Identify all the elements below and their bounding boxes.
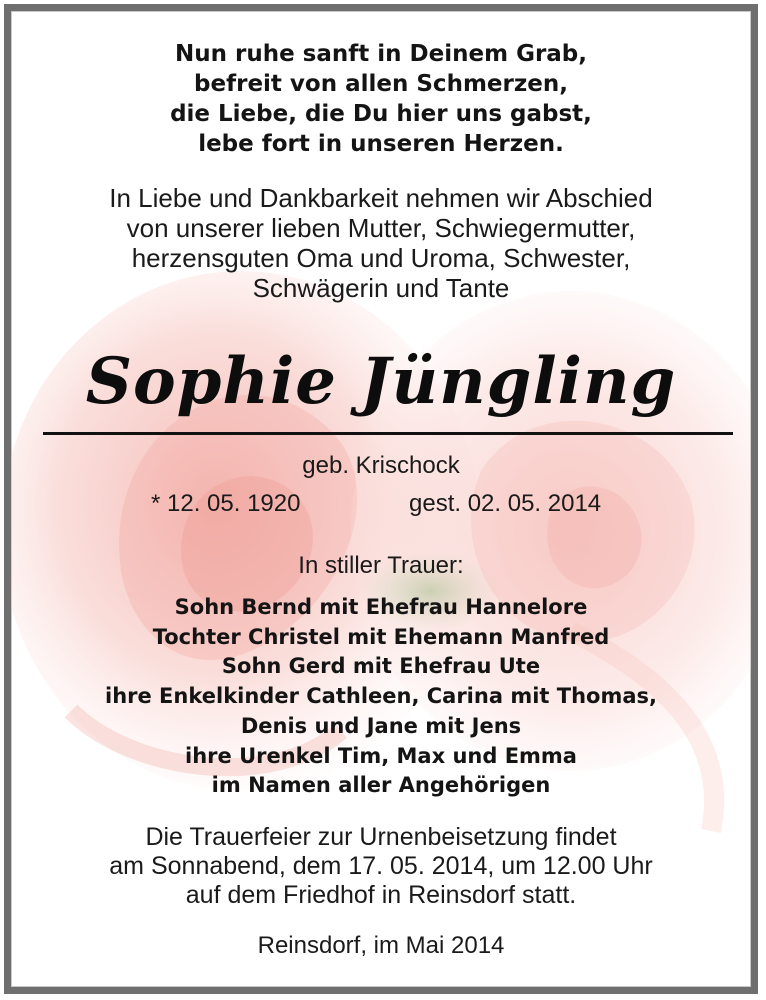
mourner-line: Sohn Gerd mit Ehefrau Ute: [221, 654, 541, 679]
memorial-verse: [11, 39, 751, 159]
funeral-details: [11, 823, 751, 910]
mourner-line: Denis und Jane mit Jens: [240, 713, 522, 738]
intro-line: In Liebe und Dankbarkeit nehmen wir Abschied: [109, 183, 653, 213]
funeral-line: am Sonnabend, dem 17. 05. 2014, um 12.00 Uhr: [109, 852, 653, 880]
intro-line: Schwägerin und Tante: [252, 273, 510, 303]
verse-line: Nun ruhe sanft in Deinem Grab,: [174, 41, 588, 67]
mourner-line: Tochter Christel mit Ehemann Manfred: [152, 624, 610, 649]
death-date: gest. 02. 05. 2014: [409, 490, 602, 517]
name-underline: [43, 432, 733, 435]
verse-line: befreit von allen Schmerzen,: [194, 71, 568, 97]
verse-line: lebe fort in unseren Herzen.: [198, 131, 564, 157]
mourning-label: In stiller Trauer:: [298, 552, 464, 579]
maiden-name: geb. Krischock: [302, 452, 460, 479]
funeral-line: auf dem Friedhof in Reinsdorf statt.: [185, 881, 577, 909]
mourner-line: Sohn Bernd mit Ehefrau Hannelore: [174, 595, 588, 619]
deceased-name: Sophie Jüngling: [85, 344, 677, 419]
verse-line: die Liebe, die Du hier uns gabst,: [170, 101, 592, 127]
mourners-list: [11, 593, 751, 801]
mourner-line: im Namen aller Angehörigen: [211, 773, 551, 798]
obituary-content: [11, 11, 751, 987]
mourner-line: ihre Urenkel Tim, Max und Emma: [185, 743, 577, 768]
funeral-line: Die Trauerfeier zur Urnenbeisetzung findet: [145, 823, 617, 851]
obituary-frame: [4, 4, 758, 994]
place-and-date: Reinsdorf, im Mai 2014: [257, 932, 505, 959]
intro-line: von unserer lieben Mutter, Schwiegermutter,: [126, 213, 636, 243]
mourner-line: ihre Enkelkinder Cathleen, Carina mit Thomas,: [105, 684, 657, 709]
farewell-intro: [11, 183, 751, 303]
intro-line: herzensguten Oma und Uroma, Schwester,: [131, 243, 631, 273]
birth-date: * 12. 05. 1920: [151, 490, 301, 517]
